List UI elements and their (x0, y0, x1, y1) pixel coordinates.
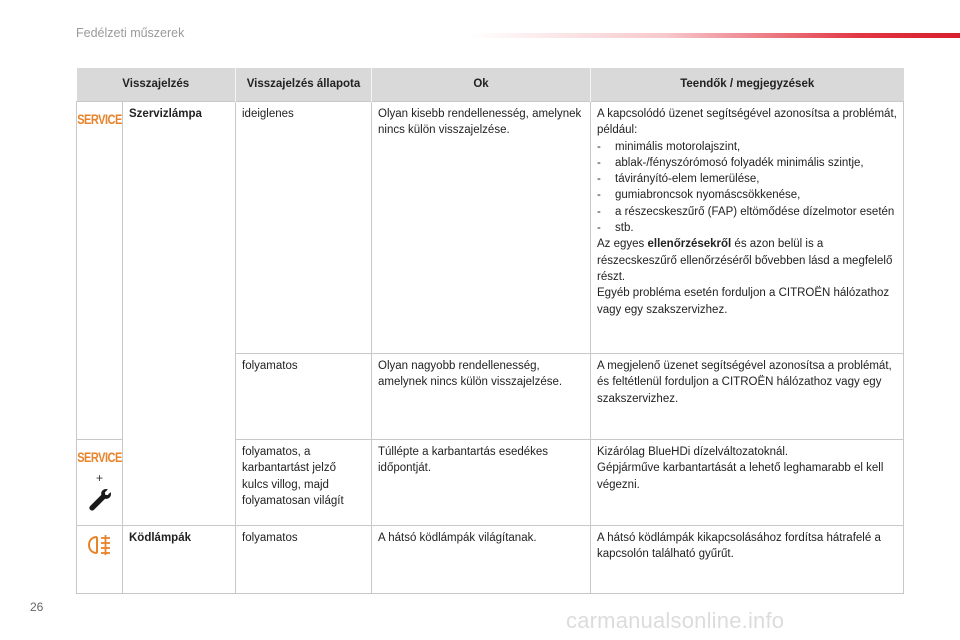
page-number: 26 (30, 600, 44, 614)
action-cell (591, 102, 904, 354)
column-header-indicator: Visszajelzés (77, 68, 236, 102)
cause-cell: Olyan nagyobb rendellenesség, amelynek nincs külön visszajelzése. (372, 354, 591, 440)
list-item: - gumiabroncsok nyomáscsökkenése, (597, 189, 801, 202)
service-light-name: Szervizlámpa (123, 102, 236, 526)
state-cell: ideiglenes (236, 102, 372, 354)
table-row (77, 526, 904, 594)
list-item: - távirányító-elem lemerülése, (597, 173, 760, 186)
service-warning-icon: SERVICE (77, 112, 122, 128)
header-accent-bar (470, 33, 960, 38)
action-final: Egyéb probléma esetén forduljon a CITROËN hálózathoz vagy egy szakszervizhez. (597, 287, 890, 316)
list-item: - ablak-/fényszórómosó folyadék minimális szintje, (597, 156, 864, 169)
plus-sign: + (95, 471, 103, 486)
section-title: Fedélzeti műszerek (76, 26, 185, 40)
table-header-row (77, 68, 904, 102)
service-icon-cell (77, 102, 123, 440)
state-cell: folyamatos, a karbantartást jelző kulcs villog, majd folyamatosan világít (236, 440, 372, 526)
cause-cell: Túllépte a karbantartás esedékes időpontját. (372, 440, 591, 526)
watermark: carmanualsonline.info (566, 608, 785, 633)
action-reference: Az egyes ellenőrzésekről és azon belül is a részecskeszűrő ellenőrzéséről bővebben lásd a megfelelő részt. (597, 238, 893, 283)
action-intro: A kapcsolódó üzenet segítségével azonosítsa a problémát, például: (597, 108, 897, 137)
cause-cell: A hátsó ködlámpák világítanak. (372, 526, 591, 594)
column-header-state: Visszajelzés állapota (236, 68, 372, 102)
rear-fog-light-icon (86, 534, 114, 556)
action-cell: A hátsó ködlámpák kikapcsolásához fordítsa hátrafelé a kapcsolón található gyűrűt. (591, 526, 904, 594)
service-warning-icon: SERVICE (77, 450, 122, 466)
state-cell: folyamatos (236, 526, 372, 594)
column-header-cause: Ok (372, 68, 591, 102)
fog-light-name: Ködlámpák (123, 526, 236, 594)
column-header-action: Teendők / megjegyzések (591, 68, 904, 102)
warning-lights-table (76, 68, 904, 594)
action-cell: Kizárólag BlueHDi dízelváltozatoknál. Gépjárműve karbantartását a lehető leghamarabb el kell végezni. (591, 440, 904, 526)
list-item: - minimális motorolajszint, (597, 140, 741, 153)
service-wrench-icon-cell (77, 440, 123, 526)
list-item: - a részecskeszűrő (FAP) eltömődése dízelmotor esetén (597, 205, 895, 218)
table-row (77, 102, 904, 354)
wrench-icon (87, 487, 113, 513)
fog-icon-cell (77, 526, 123, 594)
state-cell: folyamatos (236, 354, 372, 440)
cause-cell: Olyan kisebb rendellenesség, amelynek nincs külön visszajelzése. (372, 102, 591, 354)
action-cell: A megjelenő üzenet segítségével azonosítsa a problémát, és feltétlenül forduljon a CITROËN hálózathoz vagy egy szakszervizhez. (591, 354, 904, 440)
list-item: - stb. (597, 222, 634, 235)
